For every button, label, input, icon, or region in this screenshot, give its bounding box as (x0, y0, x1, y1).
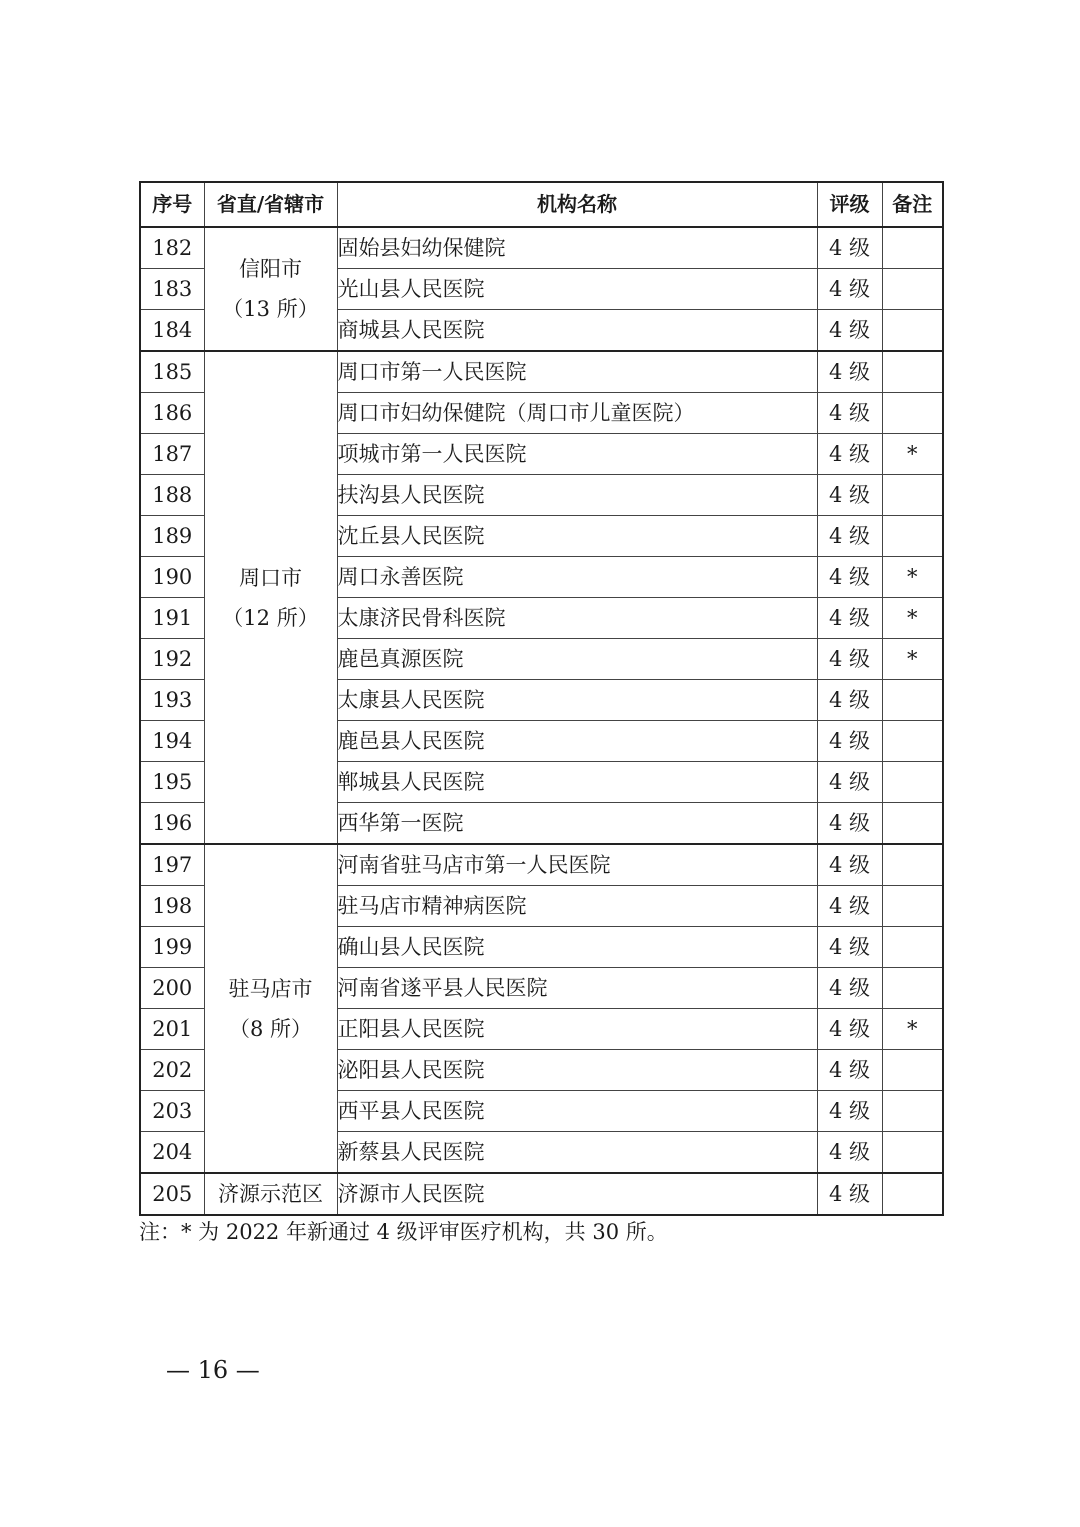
row-number: 186 (140, 393, 204, 434)
institution-name: 新蔡县人民医院 (337, 1132, 817, 1174)
table-row (140, 227, 943, 269)
region-label: 济源示范区 (218, 1182, 323, 1206)
row-number: 203 (140, 1091, 204, 1132)
remark (882, 968, 943, 1009)
rating-level: 4 级 (817, 1050, 882, 1091)
remark: * (882, 1009, 943, 1050)
region-label: （8 所） (228, 1016, 313, 1041)
institution-name: 鹿邑县人民医院 (337, 721, 817, 762)
region-label: （13 所） (222, 297, 319, 321)
footnote: 注：* 为 2022 年新通过 4 级评审医疗机构，共 30 所。 (139, 1220, 668, 1244)
header-row (140, 182, 943, 227)
remark (882, 393, 943, 434)
row-number: 194 (140, 721, 204, 762)
remark (882, 351, 943, 393)
institution-name: 郸城县人民医院 (337, 762, 817, 803)
institution-name: 周口市妇幼保健院（周口市儿童医院） (337, 393, 817, 434)
row-number: 193 (140, 680, 204, 721)
remark (882, 1173, 943, 1215)
rating-level: 4 级 (817, 886, 882, 927)
institution-name: 河南省遂平县人民医院 (337, 968, 817, 1009)
rating-level: 4 级 (817, 639, 882, 680)
institution-name: 周口市第一人民医院 (337, 351, 817, 393)
row-number: 183 (140, 269, 204, 310)
remark (882, 1091, 943, 1132)
institution-name: 沈丘县人民医院 (337, 516, 817, 557)
remark: * (882, 434, 943, 475)
row-number: 185 (140, 351, 204, 393)
row-number: 187 (140, 434, 204, 475)
region-label: 驻马店市 (228, 976, 313, 1001)
row-number: 195 (140, 762, 204, 803)
row-number: 182 (140, 227, 204, 269)
row-number: 201 (140, 1009, 204, 1050)
rating-level: 4 级 (817, 1132, 882, 1174)
remark (882, 269, 943, 310)
institution-name: 项城市第一人民医院 (337, 434, 817, 475)
institution-name: 鹿邑真源医院 (337, 639, 817, 680)
table-header (140, 182, 943, 227)
region-label: 周口市 (239, 565, 302, 590)
rating-level: 4 级 (817, 762, 882, 803)
institution-name: 扶沟县人民医院 (337, 475, 817, 516)
rating-level: 4 级 (817, 434, 882, 475)
table-row (140, 844, 943, 886)
region-label: （12 所） (222, 605, 319, 630)
rating-level: 4 级 (817, 927, 882, 968)
institution-name: 泌阳县人民医院 (337, 1050, 817, 1091)
remark (882, 721, 943, 762)
institution-name: 西平县人民医院 (337, 1091, 817, 1132)
institution-name: 确山县人民医院 (337, 927, 817, 968)
rating-level: 4 级 (817, 269, 882, 310)
row-number: 192 (140, 639, 204, 680)
rating-level: 4 级 (817, 516, 882, 557)
rating-level: 4 级 (817, 393, 882, 434)
remark (882, 310, 943, 352)
rating-level: 4 级 (817, 844, 882, 886)
region-cell (204, 351, 337, 844)
rating-level: 4 级 (817, 598, 882, 639)
rating-level: 4 级 (817, 227, 882, 269)
remark (882, 886, 943, 927)
rating-level: 4 级 (817, 680, 882, 721)
rating-level: 4 级 (817, 968, 882, 1009)
row-number: 189 (140, 516, 204, 557)
table-row (140, 351, 943, 393)
institution-name: 太康济民骨科医院 (337, 598, 817, 639)
region-label: 信阳市 (239, 257, 302, 281)
header-num: 序号 (140, 182, 204, 227)
remark (882, 1132, 943, 1174)
institution-name: 光山县人民医院 (337, 269, 817, 310)
rating-level: 4 级 (817, 721, 882, 762)
institution-name: 西华第一医院 (337, 803, 817, 845)
row-number: 190 (140, 557, 204, 598)
rating-level: 4 级 (817, 557, 882, 598)
institution-name: 济源市人民医院 (337, 1173, 817, 1215)
rating-level: 4 级 (817, 310, 882, 352)
rating-level: 4 级 (817, 803, 882, 845)
remark: * (882, 557, 943, 598)
rating-level: 4 级 (817, 351, 882, 393)
remark (882, 762, 943, 803)
row-number: 184 (140, 310, 204, 352)
institution-name: 河南省驻马店市第一人民医院 (337, 844, 817, 886)
remark (882, 844, 943, 886)
header-level: 评级 (817, 182, 882, 227)
header-region: 省直/省辖市 (204, 182, 337, 227)
row-number: 197 (140, 844, 204, 886)
remark (882, 680, 943, 721)
rating-level: 4 级 (817, 1173, 882, 1215)
row-number: 202 (140, 1050, 204, 1091)
institution-name: 正阳县人民医院 (337, 1009, 817, 1050)
rating-level: 4 级 (817, 475, 882, 516)
remark (882, 475, 943, 516)
remark (882, 803, 943, 845)
table-body (140, 227, 943, 1215)
remark (882, 927, 943, 968)
institution-name: 周口永善医院 (337, 557, 817, 598)
row-number: 199 (140, 927, 204, 968)
header-note: 备注 (882, 182, 943, 227)
rating-level: 4 级 (817, 1091, 882, 1132)
remark (882, 227, 943, 269)
rating-level: 4 级 (817, 1009, 882, 1050)
institution-name: 商城县人民医院 (337, 310, 817, 352)
row-number: 205 (140, 1173, 204, 1215)
row-number: 204 (140, 1132, 204, 1174)
institution-name: 太康县人民医院 (337, 680, 817, 721)
row-number: 196 (140, 803, 204, 845)
header-name: 机构名称 (337, 182, 817, 227)
remark (882, 516, 943, 557)
remark: * (882, 639, 943, 680)
institution-name: 固始县妇幼保健院 (337, 227, 817, 269)
row-number: 191 (140, 598, 204, 639)
hospital-table (139, 181, 944, 1216)
row-number: 188 (140, 475, 204, 516)
row-number: 200 (140, 968, 204, 1009)
region-cell (204, 227, 337, 351)
institution-name: 驻马店市精神病医院 (337, 886, 817, 927)
remark: * (882, 598, 943, 639)
remark (882, 1050, 943, 1091)
table-row (140, 1173, 943, 1215)
region-cell (204, 1173, 337, 1215)
page-number: — 16 — (166, 1356, 260, 1384)
region-cell (204, 844, 337, 1173)
row-number: 198 (140, 886, 204, 927)
